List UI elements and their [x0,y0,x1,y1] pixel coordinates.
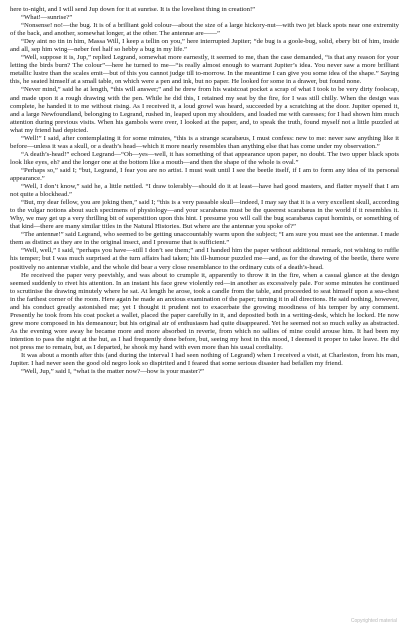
paragraph: “Dey aint no tin in him, Massa Will, I keep a tellin on you,” here interrupted Jupiter; “de bug is a goole-bug, solid, ebery bit of him, inside and all, sep him wing—neber feel half so hebby a bug in my life.” [10,38,399,54]
paragraph: “Well, I don’t know,” said he, a little nettled. “I draw tolerably—should do it at least—have had good masters, and flatter myself that I am not quite a blockhead.” [10,183,399,199]
paragraph: “Well, well,” I said, “perhaps you have—still I don’t see them;” and I handed him the paper without additional remark, not wishing to ruffle his temper; but I was much surprised at the turn affairs had taken; his ill-humour puzzled me—and, as for the drawing of the beetle, there were positively no antennæ visible, and the whole did bear a very close resemblance to the ordinary cuts of a death’s-head. [10,247,399,271]
paragraph: “The antennæ!” said Legrand, who seemed to be getting unaccountably warm upon the subject; “I am sure you must see the antennæ. I made them as distinct as they are in the original insect, and I presume that is sufficient.” [10,231,399,247]
paragraph: It was about a month after this (and during the interval I had seen nothing of Legrand) when I received a visit, at Charleston, from his man, Jupiter. I had never seen the good old negro look so dispirited and I feared that some serious disaster had befallen my friend. [10,352,399,368]
paragraph: He received the paper very peevishly, and was about to crumple it, apparently to throw it in the fire, when a casual glance at the design seemed suddenly to rivet his attention. In an instant his face grew violently red—in another as excessively pale. For some minutes he continued to scrutinise the drawing minutely where he sat. At length he arose, took a candle from the table, and proceeded to seat himself upon a sea-chest in the farthest corner of the room. Here again he made an anxious examination of the paper; turning it in all directions. He said nothing, however, and his conduct greatly astonished me; yet I thought it prudent not to exacerbate the growing moodiness of his temper by any comment. Presently he took from his coat pocket a wallet, placed the paper carefully in it, and deposited both in a writing-desk, which he locked. He now grew more composed in his demeanour; but his original air of enthusiasm had quite disappeared. Yet he seemed not so much sulky as abstracted. As the evening wore away he became more and more absorbed in reverie, from which no sallies of mine could arouse him. It had been my intention to pass the night at the hut, as I had frequently done before, but, seeing my host in this mood, I deemed it proper to take leave. He did not press me to remain, but, as I departed, he shook my hand with even more than his usual cordiality. [10,271,399,351]
copyright-watermark: Copyrighted material [350,618,397,624]
paragraph: “What!—sunrise?” [21,14,73,22]
document-page [10,6,399,376]
paragraph: “Well, suppose it is, Jup,” replied Legrand, somewhat more earnestly, it seemed to me, than the case demanded, “is that any reason for your letting the birds burn? The colour”—here he turned to me—“is really almost enough to warrant Jupiter’s idea. You never saw a more brilliant metallic lustre than the scales emit—but of this you cannot judge till to-morrow. In the meantime I can give you some idea of the shape.” Saying this, he seated himself at a small table, on which were a pen and ink, but no paper. He looked for some in a drawer, but found none. [10,54,399,86]
paragraph: “A death’s-head!” echoed Legrand—“Oh—yes—well, it has something of that appearance upon paper, no doubt. The two upper black spots look like eyes, eh? and the longer one at the bottom like a mouth—and then the shape of the whole is oval.” [10,150,399,166]
paragraph: “Nonsense! no!—the bug. It is of a brilliant gold colour—about the size of a large hickory-nut—with two jet black spots near one extremity of the back, and another, somewhat longer, at the other. The antennæ are——” [10,22,399,38]
paragraph: “Never mind,” said he at length, “this will answer;” and he drew from his waistcoat pocket a scrap of what I took to be very dirty foolscap, and made upon it a rough drawing with the pen. While he did this, I retained my seat by the fire, for I was still chilly. When the design was complete, he handed it to me without rising. As I received it, a loud growl was heard, succeeded by a scratching at the door. Jupiter opened it, and a large Newfoundland, belonging to Legrand, rushed in, leaped upon my shoulders, and loaded me with caresses; for I had shown him much attention during previous visits. When his gambols were over, I looked at the paper, and, to speak the truth, found myself not a little puzzled at what my friend had depicted. [10,86,399,134]
paragraph: here to-night, and I will send Jup down for it at sunrise. It is the loveliest thing in creation!” [10,6,256,13]
paragraph: “Well, Jup,” said I, “what is the matter now?—how is your master?” [21,368,204,376]
paragraph: “Perhaps so,” said I; “but, Legrand, I fear you are no artist. I must wait until I see the beetle itself, if I am to form any idea of its personal appearance.” [10,166,399,182]
paragraph: “But, my dear fellow, you are joking then,” said I; “this is a very passable skull—indeed, I may say that it is a very excellent skull, according to the vulgar notions about such specimens of physiology—and your scarabæus must be the queerest scarabæus in the world if it resembles it. Why, we may get up a very thrilling bit of superstition upon this hint. I presume you will call the bug scarabæus caput hominis, or something of that kind—there are many similar titles in the Natural Histories. But where are the antennæ you spoke of?” [10,199,399,231]
paragraph: “Well!” I said, after contemplating it for some minutes, “this is a strange scarabæus, I must confess: new to me: never saw anything like it before—unless it was a skull, or a death’s head—which it more nearly resembles than anything else that has come under my observation.” [10,134,399,150]
